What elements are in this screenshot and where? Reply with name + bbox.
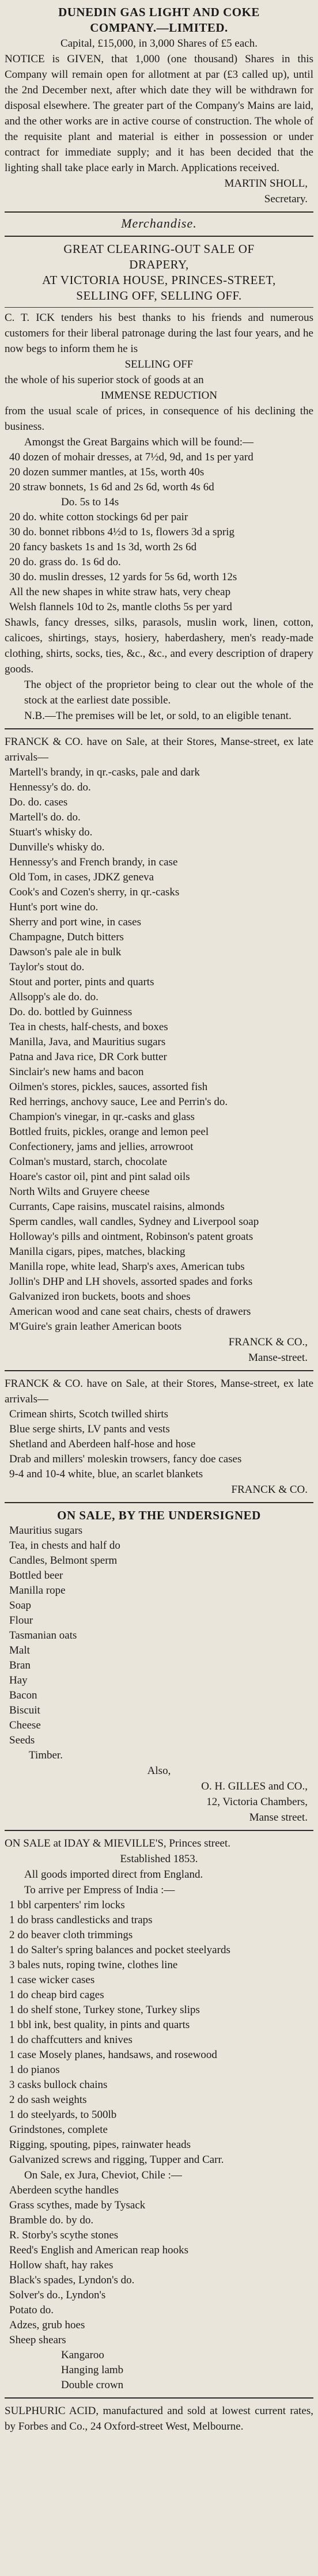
gas-capital: Capital, £15,000, in 3,000 Shares of £5 each.	[60, 37, 258, 50]
list-item: 20 do. grass do. 1s 6d do.	[9, 556, 121, 568]
list-item: Champagne, Dutch bitters	[9, 931, 124, 943]
list-item: Blue serge shirts, LV pants and vests	[9, 1423, 170, 1435]
gilles-address2: Manse street.	[249, 1811, 308, 1824]
list-item: 1 case wicker cases	[9, 1974, 95, 1986]
list-item: Biscuit	[9, 1704, 40, 1716]
ick-headline1: GREAT CLEARING-OUT SALE OF	[63, 242, 255, 256]
list-item: Do. do. cases	[9, 796, 68, 808]
franck2-signature: FRANCK & CO.	[231, 1484, 308, 1496]
list-item: Champion's vinegar, in qr.-casks and glass	[9, 1111, 195, 1123]
gas-title-line1: DUNEDIN GAS LIGHT AND COKE	[58, 5, 260, 19]
list-item: Manilla rope, white lead, Sharp's axes, American tubs	[9, 1261, 245, 1273]
list-item: American wood and cane seat chairs, chests of drawers	[9, 1306, 251, 1318]
list-item: Galvanized iron buckets, boots and shoes	[9, 1291, 191, 1303]
list-item: Timber.	[29, 1749, 63, 1761]
list-item: Malt	[9, 1644, 30, 1656]
list-item: Hennessy's and French brandy, in case	[9, 856, 178, 868]
iday-established: Established 1853.	[120, 1853, 198, 1865]
gas-title-line2: COMPANY.—LIMITED.	[90, 21, 228, 35]
list-item: Reed's English and American reap hooks	[9, 2244, 189, 2256]
ick-stock-line: the whole of his superior stock of goods at an	[5, 374, 204, 386]
divider	[5, 728, 313, 729]
divider	[5, 2397, 313, 2399]
list-item: Hay	[9, 1674, 28, 1686]
iday-item-list	[5, 1898, 313, 2168]
gilles-address1: 12, Victoria Chambers,	[206, 1796, 308, 1808]
list-item: 1 bbl carpenters' rim locks	[9, 1899, 125, 1911]
list-item: Manilla rope	[9, 1584, 66, 1597]
list-item: 3 bales nuts, roping twine, clothes line	[9, 1959, 178, 1971]
list-item: North Wilts and Gruyere cheese	[9, 1186, 150, 1198]
list-item: 1 do chaffcutters and knives	[9, 2034, 132, 2046]
ick-headline3: AT VICTORIA HOUSE, PRINCES-STREET,	[42, 273, 276, 287]
list-item: Mauritius sugars	[9, 1525, 83, 1537]
list-item: Hennessy's do. do.	[9, 781, 91, 793]
list-item: Seeds	[9, 1734, 35, 1746]
list-item: Hoare's castor oil, pint and pint salad oils	[9, 1171, 190, 1183]
list-item: Tea, in chests and half do	[9, 1539, 120, 1552]
list-item: Dunville's whisky do.	[9, 841, 105, 853]
ick-immense: IMMENSE REDUCTION	[100, 389, 218, 402]
divider	[5, 236, 313, 237]
list-item: Red herrings, anchovy sauce, Lee and Perrin's do.	[9, 1096, 228, 1108]
list-item: 1 do pianos	[9, 2064, 60, 2076]
franck-ad-1	[5, 732, 313, 1367]
list-item: 1 case Mosely planes, handsaws, and rosewood	[9, 2049, 217, 2061]
franck2-intro: FRANCK & CO. have on Sale, at their Stores, Manse-street, ex late arrivals—	[5, 1378, 313, 1405]
list-item: Drab and millers' moleskin trowsers, fancy doe cases	[9, 1453, 242, 1465]
list-item: Cook's and Cozen's sherry, in qr.-casks	[9, 886, 180, 898]
gilles-name: O. H. GILLES and CO.,	[201, 1780, 308, 1792]
list-item: Stout and porter, pints and quarts	[9, 976, 154, 988]
list-item: Stuart's whisky do.	[9, 826, 93, 838]
list-item: Solver's do., Lyndon's	[9, 2289, 106, 2301]
list-item: Aberdeen scythe handles	[9, 2184, 119, 2196]
iday-item-list-2	[5, 2183, 313, 2393]
list-item: Martell's do. do.	[9, 811, 81, 823]
list-item: M'Guire's grain leather American boots	[9, 1321, 182, 1333]
list-item: Do. do. bottled by Guinness	[9, 1006, 132, 1018]
list-item: Crimean shirts, Scotch twilled shirts	[9, 1408, 169, 1420]
list-item: Hollow shaft, hay rakes	[9, 2259, 113, 2271]
list-item: Bottled beer	[9, 1569, 63, 1582]
list-item: 20 dozen summer mantles, at 15s, worth 40s	[9, 466, 205, 478]
list-item: Grindstones, complete	[9, 2124, 108, 2136]
list-item: 1 do cheap bird cages	[9, 1989, 104, 2001]
divider	[5, 1502, 313, 1503]
list-item: Sherry and port wine, in cases	[9, 916, 141, 928]
section-heading-merchandise: Merchandise.	[121, 216, 197, 230]
list-item: Galvanized screws and rigging, Tupper and Carr.	[9, 2154, 224, 2166]
list-item: Sinclair's new hams and bacon	[9, 1066, 144, 1078]
list-item: Double crown	[61, 2379, 124, 2391]
ick-items-shawls: Shawls, fancy dresses, silks, parasols, muslin work, linen, cotton, calicoes, shirtings, stays, hosiery, haberdashery, men's ready-made clothing, shirts, socks, ties, &c., &c., and every description of drapery goods.	[5, 616, 313, 675]
list-item: Grass scythes, made by Tysack	[9, 2199, 146, 2211]
iday-mieville-ad	[5, 1833, 313, 2394]
list-item: 1 do Salter's spring balances and pocket steelyards	[9, 1944, 230, 1956]
iday-header: ON SALE at IDAY & MIEVILLE'S, Princes street.	[5, 1837, 230, 1849]
list-item: Colman's mustard, starch, chocolate	[9, 1156, 168, 1168]
list-item: 2 do beaver cloth trimmings	[9, 1929, 133, 1941]
sulphuric-text: SULPHURIC ACID, manufactured and sold at lowest current rates, by Forbes and Co., 24 Oxford-street West, Melbourne.	[5, 2405, 313, 2433]
list-item: Kangaroo	[61, 2349, 104, 2361]
ick-intro: C. T. ICK tenders his best thanks to his friends and numerous customers for their liberal patronage during the last four years, and he now begs to inform them he is	[5, 312, 313, 355]
gilles-ad	[5, 1505, 313, 1826]
ick-headline2: DRAPERY,	[129, 258, 189, 271]
gilles-item-list	[5, 1523, 313, 1763]
list-item: Sperm candles, wall candles, Sydney and Liverpool soap	[9, 1216, 259, 1228]
list-item: Candles, Belmont sperm	[9, 1554, 118, 1567]
list-item: Shetland and Aberdeen half-hose and hose	[9, 1438, 196, 1450]
list-item: Manilla, Java, and Mauritius sugars	[9, 1036, 166, 1048]
franck2-item-list	[5, 1407, 313, 1482]
list-item: R. Storby's scythe stones	[9, 2229, 119, 2241]
list-item: 20 do. white cotton stockings 6d per pair	[9, 511, 188, 523]
list-item: 1 do steelyards, to 500lb	[9, 2109, 117, 2121]
gas-company-ad	[5, 2, 313, 208]
list-item: Patna and Java rice, DR Cork butter	[9, 1051, 167, 1063]
iday-arrive: To arrive per Empress of India :—	[24, 1884, 175, 1896]
iday-direct: All goods imported direct from England.	[24, 1868, 203, 1881]
ick-among: Amongst the Great Bargains which will be found:—	[24, 436, 254, 448]
list-item: Taylor's stout do.	[9, 961, 85, 973]
list-item: Hanging lamb	[61, 2364, 124, 2376]
list-item: Bramble do. by do.	[9, 2214, 94, 2226]
gilles-header: ON SALE, BY THE UNDERSIGNED	[57, 1508, 261, 1522]
ick-object: The object of the proprietor being to clear out the whole of the stock at the earliest date possible.	[24, 679, 313, 706]
gas-role: Secretary.	[264, 193, 308, 205]
ick-selling-off: SELLING OFF	[124, 358, 194, 370]
list-item: 9-4 and 10-4 white, blue, an scarlet blankets	[9, 1468, 203, 1480]
ick-headline4: SELLING OFF, SELLING OFF.	[76, 289, 242, 302]
gas-body: NOTICE is GIVEN, that 1,000 (one thousand) Shares in this Company will remain open for allotment at par (£3 called up), until the 2nd December next, after which date they will be withdrawn for disposal elsewhere. The greater part of the Company's Mains are laid, and the other works are in active course of construction. The whole of the requisite plant and material is either in possession or under contract for immediate supply; and it has been decided that the lighting shall take place early in March. Applications received.	[5, 53, 313, 174]
iday-ex-jura: On Sale, ex Jura, Cheviot, Chile :—	[24, 2169, 182, 2181]
list-item: Soap	[9, 1599, 31, 1612]
ick-drapery-ad	[5, 239, 313, 725]
divider	[5, 1830, 313, 1831]
divider	[5, 307, 313, 308]
list-item: Confectionery, jams and jellies, arrowroot	[9, 1141, 194, 1153]
list-item: 30 do. bonnet ribbons 4½d to 1s, flowers 3d a sprig	[9, 526, 235, 538]
list-item: Currants, Cape raisins, muscatel raisins, almonds	[9, 1201, 225, 1213]
franck1-item-list	[5, 765, 313, 1334]
list-item: All the new shapes in white straw hats, very cheap	[9, 586, 231, 598]
list-item: 1 do shelf stone, Turkey stone, Turkey slips	[9, 2004, 200, 2016]
list-item: Rigging, spouting, pipes, rainwater heads	[9, 2139, 191, 2151]
list-item: 1 bbl ink, best quality, in pints and quarts	[9, 2019, 190, 2031]
newspaper-column	[5, 0, 313, 2435]
franck1-address: Manse-street.	[248, 1352, 308, 1364]
list-item: Black's spades, Lyndon's do.	[9, 2274, 135, 2286]
list-item: Jollin's DHP and LH shovels, assorted spades and forks	[9, 1276, 253, 1288]
list-item: 1 do brass candlesticks and traps	[9, 1914, 153, 1926]
gas-signatory: MARTIN SHOLL,	[224, 177, 308, 190]
list-item: 2 do sash weights	[9, 2094, 87, 2106]
list-item: Tea in chests, half-chests, and boxes	[9, 1021, 168, 1033]
sulphuric-acid-ad	[5, 2401, 313, 2435]
list-item: Holloway's pills and ointment, Robinson's patent groats	[9, 1231, 253, 1243]
list-item: Bran	[9, 1659, 31, 1671]
list-item: Dawson's pale ale in bulk	[9, 946, 122, 958]
list-item: 20 fancy baskets 1s and 1s 3d, worth 2s 6d	[9, 541, 197, 553]
list-item: Allsopp's ale do. do.	[9, 991, 99, 1003]
list-item: Welsh flannels 10d to 2s, mantle cloths 5s per yard	[9, 601, 232, 613]
divider	[5, 1370, 313, 1371]
list-item: 20 straw bonnets, 1s 6d and 2s 6d, worth 4s 6d	[9, 481, 214, 493]
divider	[5, 211, 313, 213]
list-item: Sheep shears	[9, 2334, 66, 2346]
list-item: Cheese	[9, 1719, 41, 1731]
franck1-intro: FRANCK & CO. have on Sale, at their Stores, Manse-street, ex late arrivals—	[5, 736, 313, 763]
list-item: Adzes, grub hoes	[9, 2319, 85, 2331]
ick-item-list	[5, 450, 313, 615]
ick-nb: N.B.—The premises will be let, or sold, to an eligible tenant.	[24, 710, 292, 722]
list-item: Flour	[9, 1614, 33, 1626]
franck1-signature: FRANCK & CO.,	[228, 1336, 308, 1348]
list-item: Bacon	[9, 1689, 37, 1701]
list-item: Manilla cigars, pipes, matches, blacking	[9, 1246, 186, 1258]
list-item: 3 casks bullock chains	[9, 2079, 108, 2091]
ick-from: from the usual scale of prices, in consequence of his declining the business.	[5, 405, 313, 433]
franck-ad-2	[5, 1374, 313, 1499]
list-item: Potato do.	[9, 2304, 54, 2316]
list-item: 40 dozen of mohair dresses, at 7½d, 9d, and 1s per yard	[9, 451, 253, 463]
list-item: Martell's brandy, in qr.-casks, pale and dark	[9, 766, 200, 778]
list-item: Hunt's port wine do.	[9, 901, 99, 913]
list-item: Oilmen's stores, pickles, sauces, assorted fish	[9, 1081, 208, 1093]
gilles-also: Also,	[147, 1765, 171, 1777]
list-item: Bottled fruits, pickles, orange and lemon peel	[9, 1126, 209, 1138]
list-item: Old Tom, in cases, JDKZ geneva	[9, 871, 154, 883]
list-item: Tasmanian oats	[9, 1629, 77, 1641]
list-item: Do. 5s to 14s	[61, 496, 119, 508]
list-item: 30 do. muslin dresses, 12 yards for 5s 6d, worth 12s	[9, 571, 237, 583]
